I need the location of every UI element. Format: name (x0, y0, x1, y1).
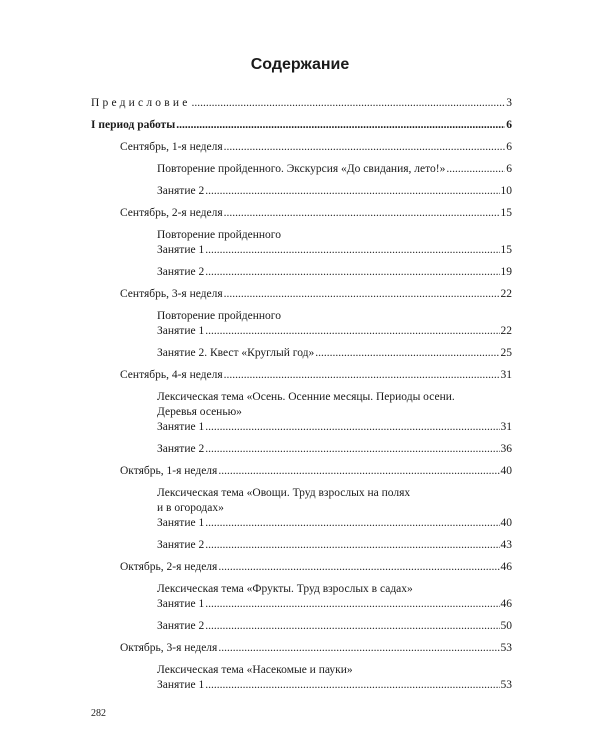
dot-leader (315, 346, 499, 361)
toc-entry-label: Октябрь, 1-я неделя (120, 465, 218, 477)
toc-entry-label: Занятие 1 (157, 679, 205, 691)
toc-entry-oct2-lesson1 (157, 597, 512, 612)
toc-entry-page: 40 (500, 465, 512, 477)
toc-entry-label: Октябрь, 3-я неделя (120, 642, 218, 654)
toc-entry-preface (91, 96, 512, 111)
toc-entry-page: 46 (500, 561, 512, 573)
dot-leader (446, 162, 505, 177)
dot-leader (205, 324, 499, 339)
toc-topic-sep4-line2: Деревья осенью» (157, 406, 242, 418)
toc-entry-sep2-lesson2 (157, 265, 512, 280)
toc-entry-label: Занятие 2. Квест «Круглый год» (157, 347, 315, 359)
toc-entry-oct3 (120, 641, 512, 656)
toc-entry-page: 6 (506, 141, 512, 153)
dot-leader (218, 641, 499, 656)
toc-entry-sep3 (120, 287, 512, 302)
dot-leader (205, 184, 499, 199)
toc-entry-label: Сентябрь, 1-я неделя (120, 141, 223, 153)
dot-leader (176, 118, 505, 133)
toc-entry-page: 50 (500, 620, 512, 632)
toc-entry-sep2-lesson1 (157, 243, 512, 258)
toc-topic-sep2: Повторение пройденного (157, 229, 281, 241)
toc-entry-label: Занятие 2 (157, 443, 205, 455)
toc-entry-label: Повторение пройденного. Экскурсия «До свидания, лето!» (157, 163, 446, 175)
dot-leader (224, 140, 506, 155)
toc-entry-page: 43 (500, 539, 512, 551)
toc-entry-sep4 (120, 368, 512, 383)
toc-entry-page: 53 (500, 679, 512, 691)
toc-entry-page: 46 (500, 598, 512, 610)
toc-entry-page: 15 (500, 207, 512, 219)
dot-leader (224, 368, 500, 383)
toc-entry-sep4-lesson1 (157, 420, 512, 435)
toc-entry-oct2-lesson2 (157, 619, 512, 634)
toc-entry-sep1-lesson2 (157, 184, 512, 199)
toc-entry-oct1-lesson1 (157, 516, 512, 531)
toc-entry-oct2 (120, 560, 512, 575)
toc-entry-label: Занятие 1 (157, 244, 205, 256)
toc-topic-oct2: Лексическая тема «Фрукты. Труд взрослых в садах» (157, 583, 413, 595)
toc-entry-sep1 (120, 140, 512, 155)
dot-leader (205, 538, 499, 553)
toc-entry-label: Сентябрь, 3-я неделя (120, 288, 223, 300)
toc-entry-sep4-lesson2 (157, 442, 512, 457)
toc-entry-label: Занятие 1 (157, 325, 205, 337)
toc-entry-page: 40 (500, 517, 512, 529)
dot-leader (205, 265, 499, 280)
toc-topic-oct1-line1: Лексическая тема «Овощи. Труд взрослых на полях (157, 487, 411, 499)
toc-entry-label: Занятие 2 (157, 266, 205, 278)
page-number: 282 (91, 708, 106, 719)
dot-leader (205, 619, 499, 634)
toc-entry-page: 22 (500, 288, 512, 300)
toc-entry-page: 3 (506, 97, 512, 109)
toc-entry-sep1-lesson1 (157, 162, 512, 177)
toc-entry-page: 10 (500, 185, 512, 197)
toc-entry-label: Занятие 1 (157, 421, 205, 433)
dot-leader (205, 516, 499, 531)
toc-entry-label: Занятие 2 (157, 185, 205, 197)
toc-topic-sep3: Повторение пройденного (157, 310, 281, 322)
toc-entry-period1 (91, 118, 512, 133)
toc-entry-label: Сентябрь, 4-я неделя (120, 369, 223, 381)
dot-leader (192, 96, 506, 111)
toc-entry-page: 6 (506, 119, 512, 131)
toc-entry-label: Занятие 1 (157, 598, 205, 610)
toc-entry-page: 6 (506, 163, 512, 175)
dot-leader (205, 597, 499, 612)
toc-entry-label: Октябрь, 2-я неделя (120, 561, 218, 573)
toc-topic-oct3: Лексическая тема «Насекомые и пауки» (157, 664, 353, 676)
toc-entry-page: 53 (500, 642, 512, 654)
toc-entry-sep3-lesson1 (157, 324, 512, 339)
dot-leader (205, 243, 499, 258)
toc-entry-page: 31 (500, 369, 512, 381)
dot-leader (224, 287, 500, 302)
dot-leader (224, 206, 500, 221)
toc-entry-oct3-lesson1 (157, 678, 512, 693)
dot-leader (205, 678, 499, 693)
toc-entry-label: Сентябрь, 2-я неделя (120, 207, 223, 219)
toc-entry-page: 19 (500, 266, 512, 278)
dot-leader (218, 464, 499, 479)
toc-entry-page: 31 (500, 421, 512, 433)
toc-entry-oct1-lesson2 (157, 538, 512, 553)
toc-entry-page: 15 (500, 244, 512, 256)
toc-entry-label: Занятие 1 (157, 517, 205, 529)
toc-topic-oct1-line2: и в огородах» (157, 502, 224, 514)
page-title: Содержание (250, 56, 350, 73)
toc-entry-label: Предисловие (91, 97, 191, 109)
dot-leader (205, 420, 499, 435)
toc-entry-label: I период работы (91, 119, 176, 131)
toc-entry-page: 36 (500, 443, 512, 455)
toc-entry-sep3-lesson2 (157, 346, 512, 361)
toc-topic-sep4-line1: Лексическая тема «Осень. Осенние месяцы. Периоды осени. (157, 391, 455, 403)
toc-entry-label: Занятие 2 (157, 620, 205, 632)
toc-entry-oct1 (120, 464, 512, 479)
toc-entry-sep2 (120, 206, 512, 221)
toc-entry-label: Занятие 2 (157, 539, 205, 551)
dot-leader (218, 560, 499, 575)
toc-entry-page: 22 (500, 325, 512, 337)
dot-leader (205, 442, 499, 457)
toc-entry-page: 25 (500, 347, 512, 359)
